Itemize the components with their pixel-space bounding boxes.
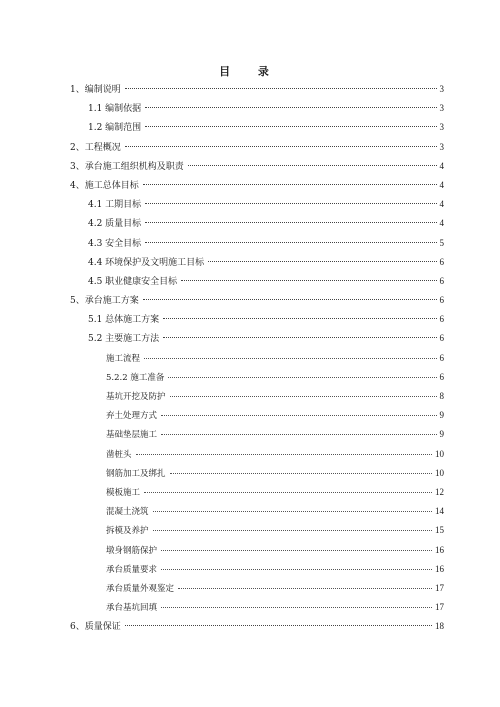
toc-dot-leader <box>144 348 436 359</box>
toc-dot-leader <box>125 615 432 626</box>
toc-dot-leader <box>125 78 437 89</box>
toc-entry-label: 2、工程概况 <box>70 142 121 153</box>
toc-entry-page-number: 6 <box>439 314 444 325</box>
toc-entry-label: 1.1 编制依据 <box>88 104 142 115</box>
toc-entry-label: 基坑开挖及防护 <box>106 392 166 402</box>
toc-entry-label: 3、承台施工组织机构及职责 <box>70 161 184 172</box>
toc-entry-label: 承台基坑回填 <box>106 603 158 614</box>
toc-entry-label: 4.1 工期目标 <box>88 200 142 211</box>
toc-entry-page-number: 6 <box>439 371 444 382</box>
toc-entry-page-number: 14 <box>435 506 444 517</box>
toc-dot-leader <box>163 308 436 319</box>
toc-dot-leader <box>145 232 436 243</box>
toc-entry-page-number: 6 <box>439 256 444 267</box>
toc-entry-page-number: 5 <box>439 237 444 248</box>
toc-entry-page-number: 15 <box>435 525 444 536</box>
toc-entry[interactable] <box>70 329 444 348</box>
toc-entry-label: 基础垫层施工 <box>106 430 158 441</box>
toc-entry-page-number: 4 <box>439 199 444 210</box>
toc-dot-leader <box>143 174 437 185</box>
toc-dot-leader <box>170 386 437 397</box>
toc-entry[interactable] <box>70 368 444 387</box>
toc-dot-leader <box>144 482 432 493</box>
toc-dot-leader <box>145 116 436 127</box>
toc-entry-label: 拆模及养护 <box>106 526 149 537</box>
toc-entry[interactable] <box>70 483 444 502</box>
toc-entry[interactable] <box>70 521 444 540</box>
toc-dot-leader <box>170 463 432 474</box>
toc-entry-page-number: 12 <box>435 486 444 497</box>
toc-entry-label: 施工流程 <box>106 353 141 364</box>
toc-entry-page-number: 8 <box>439 391 444 401</box>
toc-entry-label: 4.2 质量目标 <box>88 219 142 230</box>
toc-dot-leader <box>181 270 436 281</box>
toc-entry-page-number: 17 <box>435 582 444 593</box>
toc-entry-label: 承台质量要求 <box>106 564 158 575</box>
toc-entry-page-number: 18 <box>435 621 444 632</box>
toc-entry-page-number: 10 <box>435 467 444 478</box>
table-of-contents <box>70 80 444 636</box>
toc-entry-label: 4、施工总体目标 <box>70 180 139 191</box>
toc-entry-page-number: 10 <box>435 448 444 459</box>
toc-entry[interactable] <box>70 464 444 483</box>
toc-dot-leader <box>153 520 432 531</box>
toc-entry[interactable] <box>70 349 444 368</box>
toc-entry[interactable] <box>70 387 444 406</box>
toc-entry-page-number: 3 <box>439 84 444 94</box>
toc-entry[interactable] <box>70 425 444 444</box>
toc-entry-page-number: 3 <box>439 122 444 133</box>
toc-dot-leader <box>136 444 432 455</box>
toc-entry-label: 4.4 环境保护及文明施工目标 <box>88 257 205 268</box>
toc-dot-leader <box>161 540 432 551</box>
toc-entry[interactable] <box>70 560 444 579</box>
toc-entry-page-number: 16 <box>435 544 444 555</box>
toc-entry[interactable] <box>70 406 444 425</box>
toc-entry-label: 5、承台施工方案 <box>70 296 139 307</box>
toc-entry-label: 5.2 主要施工方法 <box>88 334 160 345</box>
toc-entry-page-number: 6 <box>439 275 444 286</box>
toc-dot-leader <box>125 136 437 147</box>
toc-entry-label: 6、质量保证 <box>70 622 121 633</box>
toc-dot-leader <box>161 559 432 570</box>
toc-entry-page-number: 4 <box>439 179 444 190</box>
toc-entry[interactable] <box>70 502 444 521</box>
toc-dot-leader <box>168 367 436 378</box>
toc-entry-page-number: 6 <box>439 352 444 363</box>
toc-entry-label: 承台质量外观鉴定 <box>106 583 175 594</box>
toc-entry-page-number: 4 <box>439 218 444 229</box>
toc-dot-leader <box>143 289 437 300</box>
toc-dot-leader <box>161 597 432 608</box>
toc-dot-leader <box>163 327 436 338</box>
toc-dot-leader <box>178 578 432 589</box>
toc-entry-label: 钢筋加工及绑扎 <box>106 468 166 479</box>
toc-entry-page-number: 16 <box>435 563 444 574</box>
toc-entry-label: 模板施工 <box>106 487 141 498</box>
toc-entry[interactable] <box>70 541 444 560</box>
toc-dot-leader <box>161 405 436 416</box>
toc-entry-label: 弃土处理方式 <box>106 411 158 422</box>
toc-dot-leader <box>145 97 436 108</box>
toc-entry[interactable] <box>70 445 444 464</box>
toc-entry-label: 4.3 安全目标 <box>88 238 142 249</box>
toc-entry-page-number: 17 <box>435 602 444 613</box>
toc-entry-page-number: 3 <box>439 141 444 152</box>
toc-entry-page-number: 4 <box>439 160 444 171</box>
toc-entry-label: 墩身钢筋保护 <box>106 545 158 556</box>
toc-entry-label: 1.2 编制范围 <box>88 123 142 134</box>
toc-entry-page-number: 6 <box>439 333 444 344</box>
toc-entry-page-number: 9 <box>439 429 444 440</box>
toc-entry-label: 5.2.2 施工准备 <box>106 372 165 383</box>
toc-dot-leader <box>161 424 436 435</box>
toc-entry-label: 凿桩头 <box>106 449 132 460</box>
toc-entry[interactable] <box>70 617 444 636</box>
toc-dot-leader <box>145 193 436 204</box>
toc-entry[interactable] <box>70 579 444 598</box>
toc-entry-label: 5.1 总体施工方案 <box>88 315 160 326</box>
toc-entry-label: 1、编制说明 <box>70 85 121 95</box>
toc-entry-page-number: 3 <box>439 103 444 114</box>
toc-entry-label: 混凝土浇筑 <box>106 507 149 518</box>
toc-title: 目 录 <box>219 65 281 78</box>
toc-dot-leader <box>188 155 437 166</box>
toc-entry-label: 4.5 职业健康安全目标 <box>88 276 178 287</box>
toc-dot-leader <box>153 501 432 512</box>
toc-entry-page-number: 6 <box>439 295 444 306</box>
toc-dot-leader <box>145 212 436 223</box>
toc-entry-page-number: 9 <box>439 410 444 421</box>
toc-dot-leader <box>208 251 436 262</box>
